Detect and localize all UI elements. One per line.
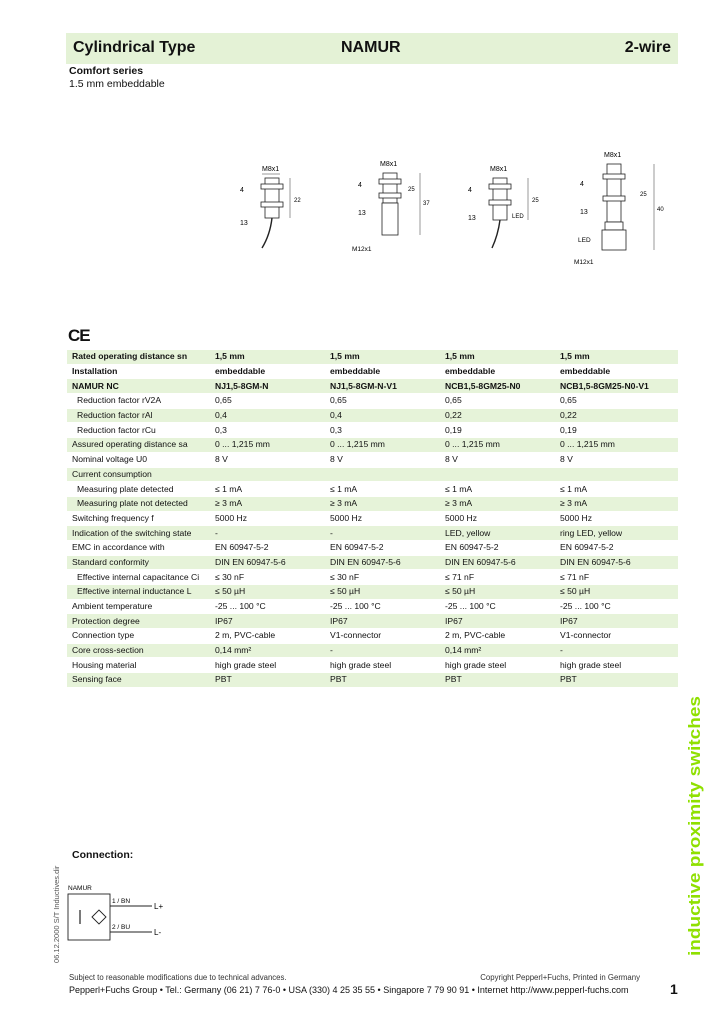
row-label: NAMUR NC [67, 379, 210, 394]
table-cell: PBT [555, 673, 678, 688]
table-cell: embeddable [210, 364, 325, 379]
table-cell: 8 V [440, 452, 555, 467]
table-row [67, 423, 678, 438]
dim-a: 4 [468, 187, 472, 194]
table-cell: ring LED, yellow [555, 526, 678, 541]
sensor-drawing-4 [572, 146, 667, 268]
embed-label: 1.5 mm embeddable [69, 78, 165, 90]
row-label: Rated operating distance sn [67, 350, 210, 364]
length-dim: 40 [657, 207, 664, 213]
table-cell: 0,14 mm² [440, 643, 555, 658]
wrench-size: 13 [580, 209, 588, 216]
table-row [67, 629, 678, 644]
connection-diagram [66, 880, 176, 946]
table-cell: 0,19 [440, 423, 555, 438]
table-cell: 0 ... 1,215 mm [325, 438, 440, 453]
table-cell: 5000 Hz [440, 511, 555, 526]
series-label: Comfort series [69, 65, 144, 77]
table-cell: 1,5 mm [210, 350, 325, 364]
row-label: Nominal voltage U0 [67, 452, 210, 467]
table-cell: NCB1,5-8GM25-N0-V1 [555, 379, 678, 394]
table-cell: NCB1,5-8GM25-N0 [440, 379, 555, 394]
row-label: Installation [67, 364, 210, 379]
table-row [67, 555, 678, 570]
table-cell: EN 60947-5-2 [325, 540, 440, 555]
table-cell: 0 ... 1,215 mm [440, 438, 555, 453]
table-cell: ≤ 50 µH [325, 585, 440, 600]
side-label-text: inductive proximity switches [685, 723, 704, 956]
row-label: Standard conformity [67, 555, 210, 570]
table-cell: 0,3 [325, 423, 440, 438]
length-dim: 25 [532, 198, 539, 204]
table-cell: - [325, 526, 440, 541]
table-cell: EN 60947-5-2 [555, 540, 678, 555]
table-cell: NJ1,5-8GM-N-V1 [325, 379, 440, 394]
table-cell: NJ1,5-8GM-N [210, 379, 325, 394]
row-label: Protection degree [67, 614, 210, 629]
thread-label: M8x1 [490, 166, 508, 173]
connection-title: Connection: [72, 849, 134, 861]
table-row [67, 643, 678, 658]
namur-symbol-label: NAMUR [68, 885, 92, 892]
dim-a: 4 [358, 182, 362, 189]
table-cell: 0,4 [210, 408, 325, 423]
table-cell: ≤ 1 mA [440, 482, 555, 497]
table-cell [440, 467, 555, 482]
contact-line: Pepperl+Fuchs Group • Tel.: Germany (06 21) 7 76-0 • USA (330) 4 25 35 55 • Singapore 7 79 90 91 • Internet http://www.pepperl-fuchs.com [69, 985, 629, 995]
table-row [67, 496, 678, 511]
table-cell: IP67 [210, 614, 325, 629]
header-wiring: 2-wire [624, 39, 671, 56]
table-row [67, 394, 678, 409]
row-label: Indication of the switching state [67, 526, 210, 541]
length-dim: 37 [423, 201, 430, 207]
connector-label: M12x1 [574, 259, 594, 266]
wrench-size: 13 [468, 215, 476, 222]
table-cell: high grade steel [440, 658, 555, 673]
table-cell [210, 467, 325, 482]
table-cell: 8 V [555, 452, 678, 467]
table-cell: ≤ 1 mA [325, 482, 440, 497]
row-label: Reduction factor rCu [67, 423, 210, 438]
table-row [67, 585, 678, 600]
table-cell: 2 m, PVC-cable [440, 629, 555, 644]
table-cell: IP67 [325, 614, 440, 629]
wire1-label: 1 / BN [112, 898, 131, 905]
table-row [67, 379, 678, 394]
page-number: 1 [670, 981, 678, 997]
header-title: Cylindrical Type [73, 39, 196, 56]
table-cell: EN 60947-5-2 [440, 540, 555, 555]
table-cell: 5000 Hz [210, 511, 325, 526]
wrench-size: 13 [358, 210, 366, 217]
table-cell: -25 ... 100 °C [555, 599, 678, 614]
table-cell: ≤ 71 nF [555, 570, 678, 585]
table-cell: DIN EN 60947-5-6 [440, 555, 555, 570]
table-cell: - [555, 643, 678, 658]
table-cell: ≤ 71 nF [440, 570, 555, 585]
row-label: Current consumption [67, 467, 210, 482]
led-label: LED [578, 237, 591, 244]
thread-label: M8x1 [604, 152, 622, 159]
table-cell: EN 60947-5-2 [210, 540, 325, 555]
table-cell: DIN EN 60947-5-6 [555, 555, 678, 570]
table-row [67, 467, 678, 482]
row-label: Switching frequency f [67, 511, 210, 526]
row-label: Core cross-section [67, 643, 210, 658]
row-label: Assured operating distance sa [67, 438, 210, 453]
table-cell: ≥ 3 mA [210, 496, 325, 511]
dim-a: 4 [580, 181, 584, 188]
row-label: Reduction factor rV2A [67, 394, 210, 409]
table-cell: IP67 [440, 614, 555, 629]
table-cell: LED, yellow [440, 526, 555, 541]
ce-mark: CE [68, 326, 90, 345]
table-cell: ≤ 50 µH [210, 585, 325, 600]
row-label: Measuring plate detected [67, 482, 210, 497]
table-cell: 5000 Hz [325, 511, 440, 526]
table-cell: ≤ 1 mA [210, 482, 325, 497]
row-label: Ambient temperature [67, 599, 210, 614]
table-cell: PBT [210, 673, 325, 688]
table-cell: -25 ... 100 °C [325, 599, 440, 614]
table-cell: PBT [440, 673, 555, 688]
table-cell: 0,4 [325, 408, 440, 423]
row-label: Sensing face [67, 673, 210, 688]
table-cell: ≥ 3 mA [555, 496, 678, 511]
row-label: Effective internal inductance L [67, 585, 210, 600]
terminal-plus: L+ [154, 902, 164, 911]
table-cell: 0,65 [555, 394, 678, 409]
table-row [67, 526, 678, 541]
table-cell: high grade steel [555, 658, 678, 673]
table-row [67, 658, 678, 673]
row-label: Measuring plate not detected [67, 496, 210, 511]
header-band [66, 33, 678, 64]
table-row [67, 540, 678, 555]
length-dim: 22 [294, 198, 301, 204]
table-cell: 1,5 mm [555, 350, 678, 364]
terminal-minus: L- [154, 928, 162, 937]
table-row [67, 350, 678, 364]
table-cell: ≤ 50 µH [555, 585, 678, 600]
table-cell: high grade steel [325, 658, 440, 673]
table-row [67, 408, 678, 423]
thread-length-dim: 25 [640, 192, 647, 198]
connector-label: M12x1 [352, 246, 372, 253]
thread-label: M8x1 [380, 161, 398, 168]
table-row [67, 511, 678, 526]
table-cell: PBT [325, 673, 440, 688]
table-cell: embeddable [325, 364, 440, 379]
table-cell: 0,22 [555, 408, 678, 423]
table-cell: 0,3 [210, 423, 325, 438]
wire2-label: 2 / BU [112, 924, 131, 931]
table-row [67, 673, 678, 688]
table-cell: 1,5 mm [440, 350, 555, 364]
spec-table [67, 350, 678, 688]
table-cell: IP67 [555, 614, 678, 629]
table-cell: embeddable [440, 364, 555, 379]
table-row [67, 570, 678, 585]
row-label: Housing material [67, 658, 210, 673]
table-cell: 5000 Hz [555, 511, 678, 526]
table-cell: high grade steel [210, 658, 325, 673]
table-cell: 0,22 [440, 408, 555, 423]
table-cell: -25 ... 100 °C [440, 599, 555, 614]
table-cell: ≥ 3 mA [325, 496, 440, 511]
table-row [67, 364, 678, 379]
table-cell: - [325, 643, 440, 658]
row-label: Connection type [67, 629, 210, 644]
table-cell: 0,65 [325, 394, 440, 409]
table-cell: 0,65 [210, 394, 325, 409]
wrench-size: 13 [240, 220, 248, 227]
table-row [67, 452, 678, 467]
table-row [67, 614, 678, 629]
row-label: Effective internal capacitance Ci [67, 570, 210, 585]
table-cell: ≤ 50 µH [440, 585, 555, 600]
table-cell: DIN EN 60947-5-6 [210, 555, 325, 570]
table-row [67, 599, 678, 614]
sensor-drawing-1 [232, 160, 302, 255]
table-cell: V1-connector [555, 629, 678, 644]
sensor-drawing-3 [462, 160, 542, 255]
table-cell [555, 467, 678, 482]
table-cell: 1,5 mm [325, 350, 440, 364]
table-cell: ≤ 30 nF [325, 570, 440, 585]
table-cell: -25 ... 100 °C [210, 599, 325, 614]
table-cell: 0,65 [440, 394, 555, 409]
table-cell: 8 V [325, 452, 440, 467]
table-cell: 0,19 [555, 423, 678, 438]
table-cell: ≤ 1 mA [555, 482, 678, 497]
table-cell: 0,14 mm² [210, 643, 325, 658]
table-cell: 8 V [210, 452, 325, 467]
table-cell: DIN EN 60947-5-6 [325, 555, 440, 570]
table-cell: ≥ 3 mA [440, 496, 555, 511]
table-cell: ≤ 30 nF [210, 570, 325, 585]
doc-number: 06.12.2000 S/T Inductives.dir [52, 865, 61, 963]
table-cell: 0 ... 1,215 mm [210, 438, 325, 453]
table-row [67, 482, 678, 497]
thread-length-dim: 25 [408, 187, 415, 193]
table-cell: V1-connector [325, 629, 440, 644]
disclaimer: Subject to reasonable modifications due to technical advances. [69, 973, 287, 982]
table-cell: 0 ... 1,215 mm [555, 438, 678, 453]
thread-label: M8x1 [262, 166, 280, 173]
led-label: LED [512, 214, 524, 220]
table-row [67, 438, 678, 453]
table-cell: embeddable [555, 364, 678, 379]
table-cell: - [210, 526, 325, 541]
side-label [672, 695, 708, 957]
copyright: Copyright Pepperl+Fuchs, Printed in Germany [480, 973, 640, 982]
row-label: EMC in accordance with [67, 540, 210, 555]
row-label: Reduction factor rAl [67, 408, 210, 423]
dim-a: 4 [240, 187, 244, 194]
sensor-drawing-2 [350, 155, 430, 260]
header-type: NAMUR [341, 39, 401, 56]
table-cell [325, 467, 440, 482]
table-cell: 2 m, PVC-cable [210, 629, 325, 644]
